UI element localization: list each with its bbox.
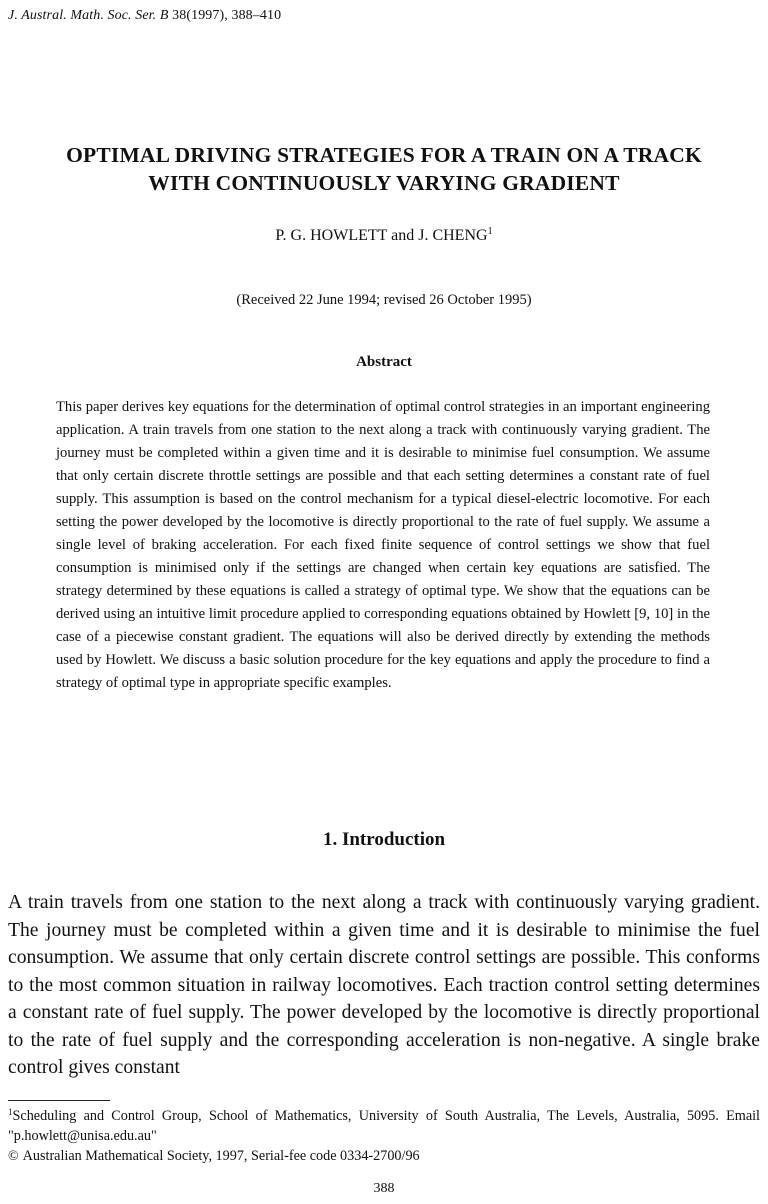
journal-name: J. Austral. Math. Soc. Ser. B bbox=[8, 8, 169, 23]
running-head bbox=[8, 8, 281, 24]
author-footnote-mark: 1 bbox=[487, 226, 493, 237]
introduction-text: A train travels from one station to the next along a track with continuously varying gradient. The journey must be completed within a given time and it is desirable to minimise the fuel consumption. We assume that only certain discrete control settings are possible. This conforms to the most common situation in railway locomotives. Each traction control setting determines a constant rate of fuel supply. The power developed by the locomotive is directly proportional to the rate of fuel supply and the corresponding acceleration is non-negative. A single brake control gives constant bbox=[8, 892, 760, 1078]
volume-pages: 38(1997), 388–410 bbox=[172, 8, 282, 23]
page-number: 388 bbox=[373, 1181, 395, 1196]
footnote-rule bbox=[8, 1100, 110, 1101]
footnote-mark: 1 bbox=[8, 1107, 13, 1117]
section-heading: 1. Introduction bbox=[322, 829, 446, 850]
authors bbox=[0, 226, 768, 245]
title-line-1: OPTIMAL DRIVING STRATEGIES FOR A TRAIN ON A TRACK bbox=[66, 143, 702, 167]
received-dates: (Received 22 June 1994; revised 26 October 1995) bbox=[236, 292, 532, 308]
copyright-line bbox=[8, 1148, 420, 1165]
footnote-text: Scheduling and Control Group, School of Mathematics, University of South Australia, The Levels, Australia, 5095. Email "p.howlett@unisa.edu.au" bbox=[8, 1108, 760, 1144]
copyright-icon: © bbox=[8, 1149, 19, 1164]
footnote bbox=[8, 1102, 760, 1146]
author-names: P. G. HOWLETT and J. CHENG bbox=[275, 227, 488, 244]
copyright-text: Australian Mathematical Society, 1997, Serial-fee code 0334-2700/96 bbox=[22, 1148, 420, 1164]
title-line-2: WITH CONTINUOUSLY VARYING GRADIENT bbox=[148, 171, 620, 195]
paper-title bbox=[0, 141, 768, 197]
abstract-heading: Abstract bbox=[356, 354, 412, 370]
abstract-text: This paper derives key equations for the determination of optimal control strategies in an important engineering application. A train travels from one station to the next along a track with continuously varying gradient. The journey must be completed within a given time and it is desirable to minimise fuel consumption. We assume that only certain discrete throttle settings are possible and that each setting determines a constant rate of fuel supply. This assumption is based on the control mechanism for a typical diesel-electric locomotive. For each setting the power developed by the locomotive is directly proportional to the rate of fuel supply. We assume a single level of braking acceleration. For each fixed finite sequence of control settings we show that fuel consumption is minimised only if the settings are changed when certain key equations are satisfied. The strategy determined by these equations is called a strategy of optimal type. We show that the equations can be derived using an intuitive limit procedure applied to corresponding equations obtained by Howlett [9, 10] in the case of a piecewise constant gradient. The equations will also be derived directly by extending the methods used by Howlett. We discuss a basic solution procedure for the key equations and apply the procedure to find a strategy of optimal type in appropriate specific examples. bbox=[56, 399, 710, 691]
